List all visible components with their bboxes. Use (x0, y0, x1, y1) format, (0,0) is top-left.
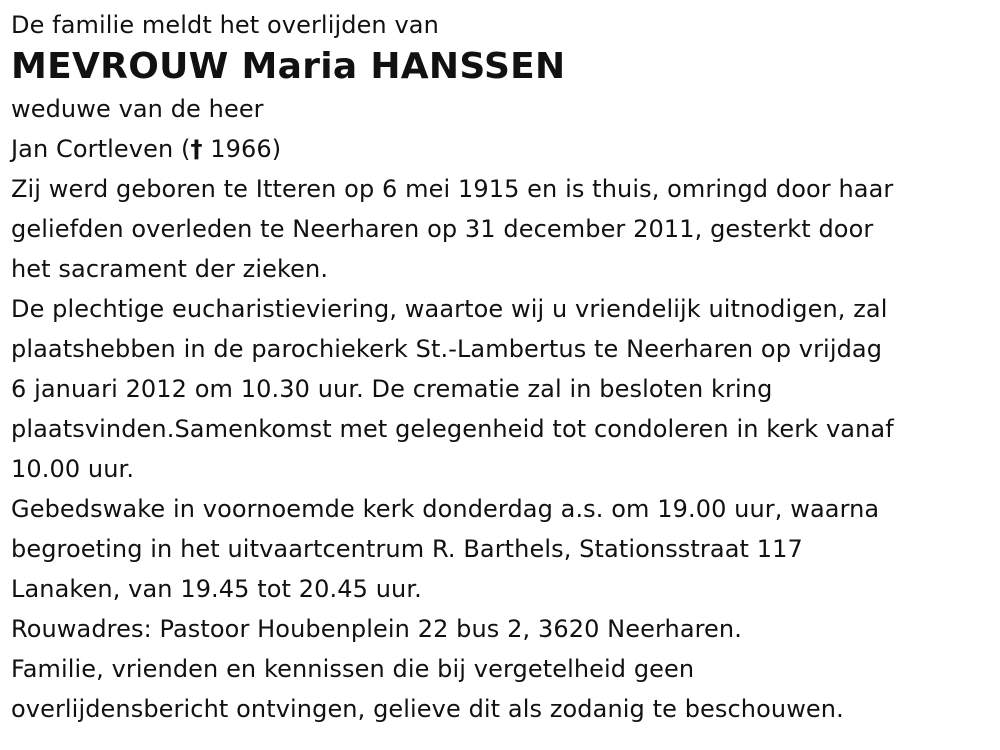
body-line: Familie, vrienden en kennissen die bij vergetelheid geen (11, 655, 695, 683)
husband-line (11, 129, 1000, 169)
body-line: Lanaken, van 19.45 tot 20.45 uur. (11, 575, 422, 603)
deceased-name: MEVROUW Maria HANSSEN (11, 46, 566, 87)
body-line: het sacrament der zieken. (11, 255, 329, 283)
cross-icon: † (190, 135, 203, 163)
body-line: plaatsvinden.Samenkomst met gelegenheid tot condoleren in kerk vanaf (11, 415, 894, 443)
husband-death-year: 1966) (202, 135, 282, 163)
intro-text: De familie meldt het overlijden van (11, 11, 439, 39)
body-line: overlijdensbericht ontvingen, gelieve dit als zodanig te beschouwen. (11, 695, 844, 723)
husband-name: Jan Cortleven ( (11, 135, 191, 163)
body-line: geliefden overleden te Neerharen op 31 december 2011, gesterkt door (11, 215, 874, 243)
body-line: De plechtige eucharistieviering, waartoe wij u vriendelijk uitnodigen, zal (11, 295, 888, 323)
body-line: Zij werd geboren te Itteren op 6 mei 1915 en is thuis, omringd door haar (11, 175, 894, 203)
body-line: begroeting in het uitvaartcentrum R. Barthels, Stationsstraat 117 (11, 535, 803, 563)
body-line: Rouwadres: Pastoor Houbenplein 22 bus 2, 3620 Neerharen. (11, 615, 742, 643)
body-line: plaatshebben in de parochiekerk St.-Lambertus te Neerharen op vrijdag (11, 335, 883, 363)
widow-line: weduwe van de heer (11, 95, 264, 123)
body-line: Gebedswake in voornoemde kerk donderdag a.s. om 19.00 uur, waarna (11, 495, 880, 523)
body-line: 6 januari 2012 om 10.30 uur. De crematie zal in besloten kring (11, 375, 773, 403)
body-line: 10.00 uur. (11, 455, 135, 483)
